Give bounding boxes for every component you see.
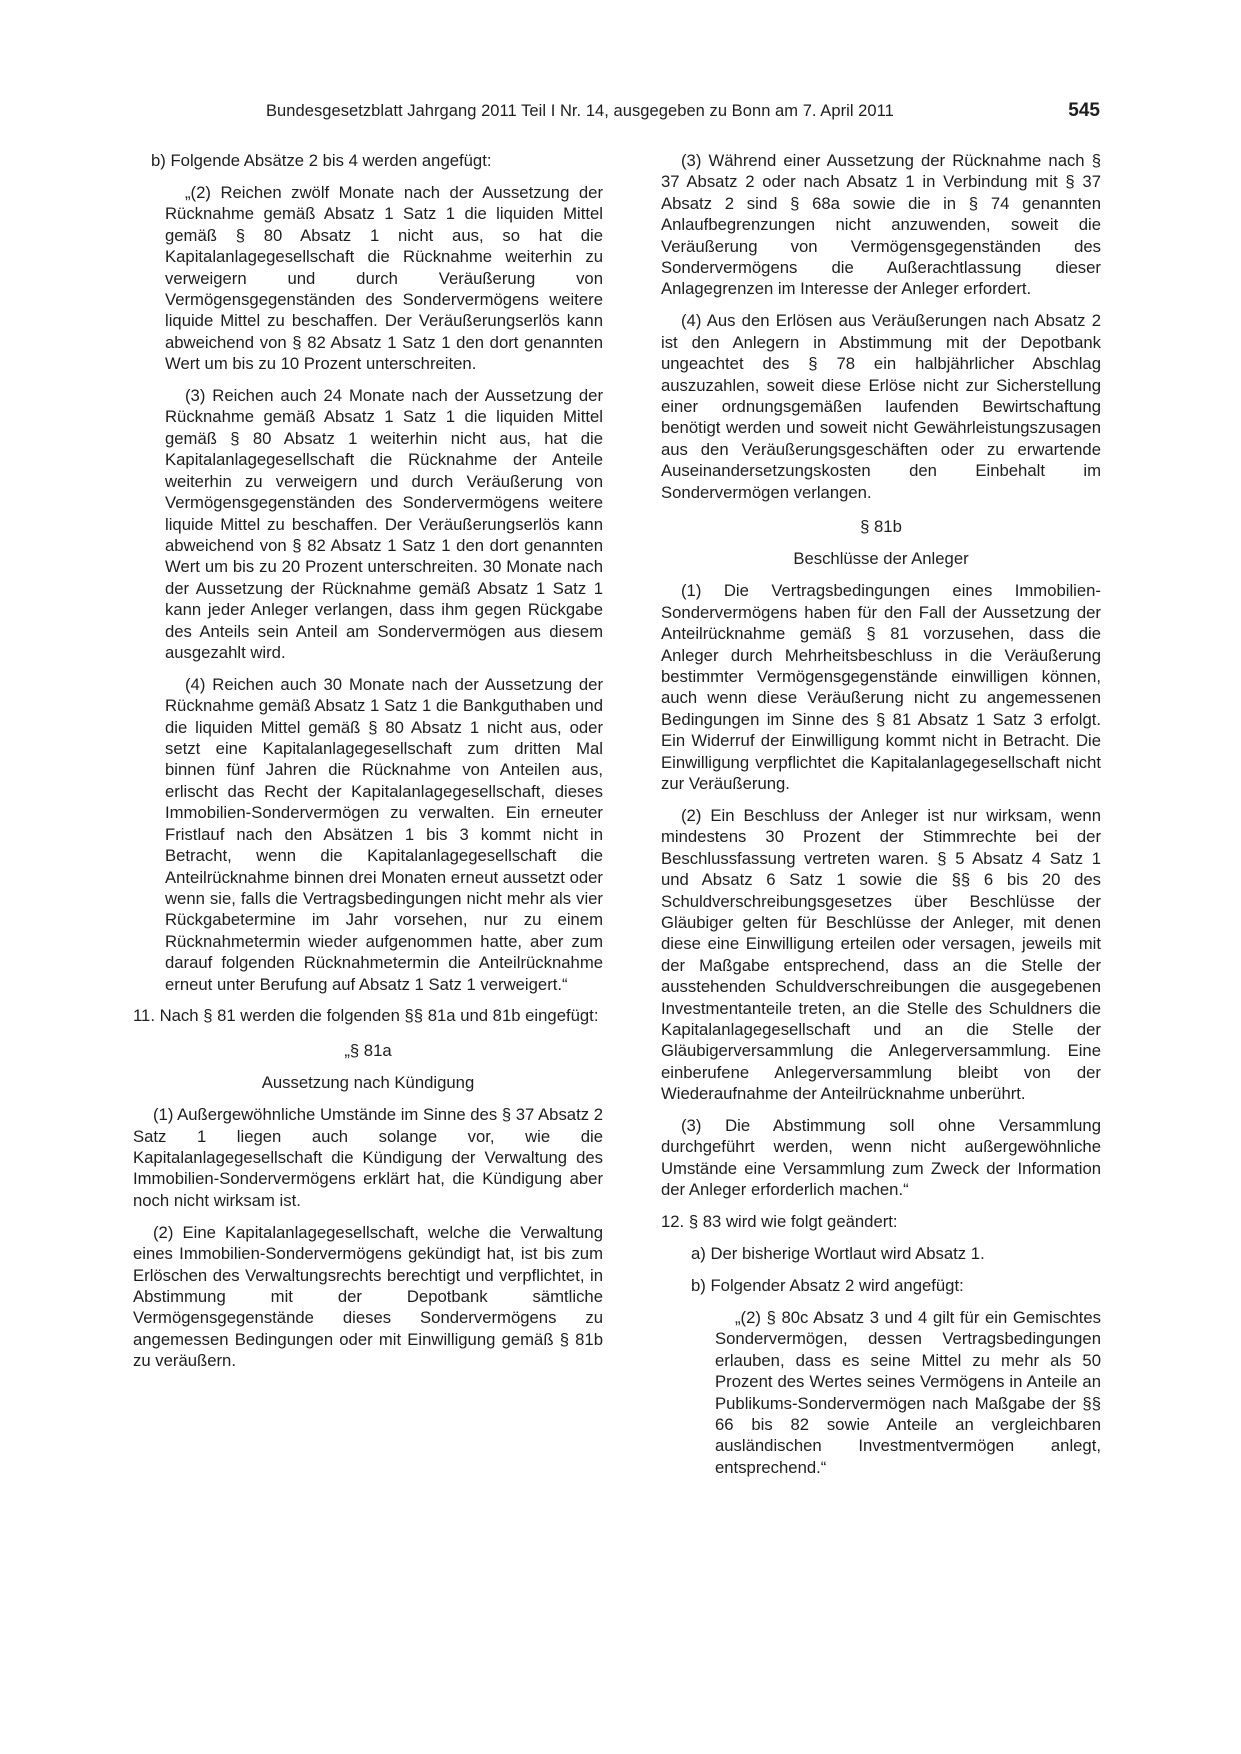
- item-12b-text: „(2) § 80c Absatz 3 und 4 gilt für ein Gemischtes Sondervermögen, dessen Vertragsbedingungen erlauben, dass es seine Mittel zu mehr als 50 Prozent des Wertes seines Vermögens in Anteile an Publikums-Sondervermögen nach Maßgabe der §§ 66 bis 82 sowie Anteile an vergleichbaren ausländischen Investmentvermögen anlegt, entsprechend.“: [715, 1307, 1101, 1477]
- item-b: b) Folgende Absätze 2 bis 4 werden angefügt:: [151, 151, 492, 170]
- section-81a-paragraph-1: (1) Außergewöhnliche Umstände im Sinne des § 37 Absatz 2 Satz 1 liegen auch solange vor, wie die Kapitalanlagegesellschaft die Kündigung der Verwaltung des Immobilien-Sondervermögens erklärt hat, die Kündigung aber noch nicht wirksam ist.: [133, 1105, 603, 1210]
- section-81b-heading: § 81b: [860, 517, 902, 536]
- item-12: 12. § 83 wird wie folgt geändert:: [661, 1212, 898, 1232]
- paragraph-3: (3) Reichen auch 24 Monate nach der Aussetzung der Rücknahme gemäß Absatz 1 Satz 1 die liquiden Mittel gemäß § 80 Absatz 1 weiterhin nicht aus, hat die Kapitalanlagegesellschaft die Rücknahme der Anteile weiterhin zu verweigern und durch Veräußerung von Vermögensgegenständen des Sondervermögens weitere liquide Mittel zu beschaffen. Der Veräußerungserlös kann abweichend von § 82 Absatz 1 Satz 1 den dort genannten Wert um bis zu 20 Prozent unterschreiten. 30 Monate nach der Aussetzung der Rücknahme gemäß Absatz 1 Satz 1 kann jeder Anleger verlangen, dass ihm gegen Rückgabe des Anteils sein Anteil am Sondervermögen aus diesem ausgezahlt wird.: [165, 386, 603, 662]
- page-number: 545: [1068, 100, 1100, 121]
- item-11: 11. Nach § 81 werden die folgenden §§ 81a und 81b eingefügt:: [133, 1006, 599, 1026]
- section-81a-title: Aussetzung nach Kündigung: [261, 1073, 475, 1093]
- paragraph-4: (4) Reichen auch 30 Monate nach der Aussetzung der Rücknahme gemäß Absatz 1 Satz 1 die Bankguthaben und die liquiden Mittel gemäß § 80 Absatz 1 nicht aus, oder setzt eine Kapitalanlagegesellschaft zum dritten Mal binnen fünf Jahren die Rücknahme von Anteilen aus, erlischt das Recht der Kapitalanlagegesellschaft, dieses Immobilien-Sondervermögen zu verwalten. Ein erneuter Fristlauf nach den Absätzen 1 bis 3 kommt nicht in Betracht, wenn die Kapitalanlagegesellschaft die Anteilrücknahme binnen drei Monaten erneut aussetzt oder wenn sie, falls die Vertragsbedingungen nicht mehr als vier Rückgabetermine im Jahr vorsehen, nur zu einem Rücknahmetermin wieder aufgenommen hatte, aber zum darauf folgenden Rücknahmetermin die Anteilrücknahme erneut unter Berufung auf Absatz 1 Satz 1 verweigert.“: [165, 674, 603, 994]
- section-81b-paragraph-3: (3) Die Abstimmung soll ohne Versammlung durchgeführt werden, wenn nicht außergewöhnliche Umstände eine Versammlung zum Zweck der Information der Anleger erforderlich machen.“: [661, 1116, 1101, 1200]
- running-header-title: Bundesgesetzblatt Jahrgang 2011 Teil I Nr. 14, ausgegeben zu Bonn am 7. April 2011: [266, 102, 894, 120]
- item-12a: a) Der bisherige Wortlaut wird Absatz 1.: [691, 1244, 985, 1264]
- section-81b-paragraph-1: (1) Die Vertragsbedingungen eines Immobilien-Sondervermögens haben für den Fall der Aussetzung der Anteilrücknahme gemäß § 81 vorzusehen, dass die Anleger durch Mehrheitsbeschluss in die Veräußerung bestimmter Vermögensgegenstände einwilligen können, auch wenn diese Veräußerung nicht zu angemessenen Bedingungen im Sinne des § 81 Absatz 1 Satz 3 erfolgt. Ein Widerruf der Einwilligung kommt nicht in Betracht. Die Einwilligung verpflichtet die Kapitalanlagegesellschaft nicht zur Veräußerung.: [661, 581, 1101, 793]
- section-81a-paragraph-2: (2) Eine Kapitalanlagegesellschaft, welche die Verwaltung eines Immobilien-Sondervermögens gekündigt hat, ist bis zum Erlöschen des Verwaltungsrechts berechtigt und verpflichtet, in Abstimmung mit der Depotbank sämtliche Vermögensgegenstände dieses Sondervermögens zu angemessen Bedingungen oder mit Einwilligung gemäß § 81b zu veräußern.: [133, 1222, 603, 1371]
- left-column: [133, 150, 603, 1382]
- page-header: [266, 100, 1100, 126]
- section-81b-title: Beschlüsse der Anleger: [793, 549, 969, 569]
- section-81a-paragraph-4: (4) Aus den Erlösen aus Veräußerungen nach Absatz 2 ist den Anlegern in Abstimmung mit der Depotbank ungeachtet des § 78 ein halbjährlicher Abschlag auszuzahlen, soweit diese Erlöse nicht zur Sicherstellung einer ordnungsgemäßen laufenden Bewirtschaftung benötigt werden und soweit nicht Gewährleistungszusagen aus den Veräußerungsgeschäften oder zu erwartende Auseinandersetzungskosten den Einbehalt im Sondervermögen verlangen.: [661, 311, 1101, 502]
- section-81b-paragraph-2: (2) Ein Beschluss der Anleger ist nur wirksam, wenn mindestens 30 Prozent der Stimmrechte bei der Beschlussfassung vertreten waren. § 5 Absatz 4 Satz 1 und Absatz 6 Satz 1 sowie die §§ 6 bis 20 des Schuldverschreibungsgesetzes über Beschlüsse der Gläubiger gelten für Beschlüsse der Anleger, mit denen diese eine Einwilligung erteilen oder versagen, jeweils mit der Maßgabe entsprechend, dass an die Stelle der ausstehenden Schuldverschreibungen die ausgegebenen Investmentanteile treten, an die Stelle des Schuldners die Kapitalanlagegesellschaft und an die Stelle der Gläubigerversammlung die Anlegerversammlung. Eine einberufene Anlegerversammlung bleibt von der Wiederaufnahme der Anteilrücknahme unberührt.: [661, 805, 1101, 1104]
- item-12b: b) Folgender Absatz 2 wird angefügt:: [691, 1276, 964, 1295]
- section-81a-heading: „§ 81a: [344, 1040, 392, 1060]
- paragraph-2: „(2) Reichen zwölf Monate nach der Aussetzung der Rücknahme gemäß Absatz 1 Satz 1 die liquiden Mittel gemäß § 80 Absatz 1 nicht aus, so hat die Kapitalanlagegesellschaft die Rücknahme weiterhin zu verweigern und durch Veräußerung von Vermögensgegenständen des Sondervermögens weitere liquide Mittel zu beschaffen. Der Veräußerungserlös kann abweichend von § 82 Absatz 1 Satz 1 den dort genannten Wert um bis zu 10 Prozent unterschreiten.: [165, 182, 603, 374]
- right-column: [661, 150, 1101, 1489]
- section-81a-paragraph-3: (3) Während einer Aussetzung der Rücknahme nach § 37 Absatz 2 oder nach Absatz 1 in Verbindung mit § 37 Absatz 2 sind § 68a sowie die in § 74 genannten Anlaufbegrenzungen nicht anzuwenden, soweit die Veräußerung von Vermögensgegenständen des Sondervermögens die Außerachtlassung dieser Anlagegrenzen im Interesse der Anleger erfordert.: [661, 151, 1101, 299]
